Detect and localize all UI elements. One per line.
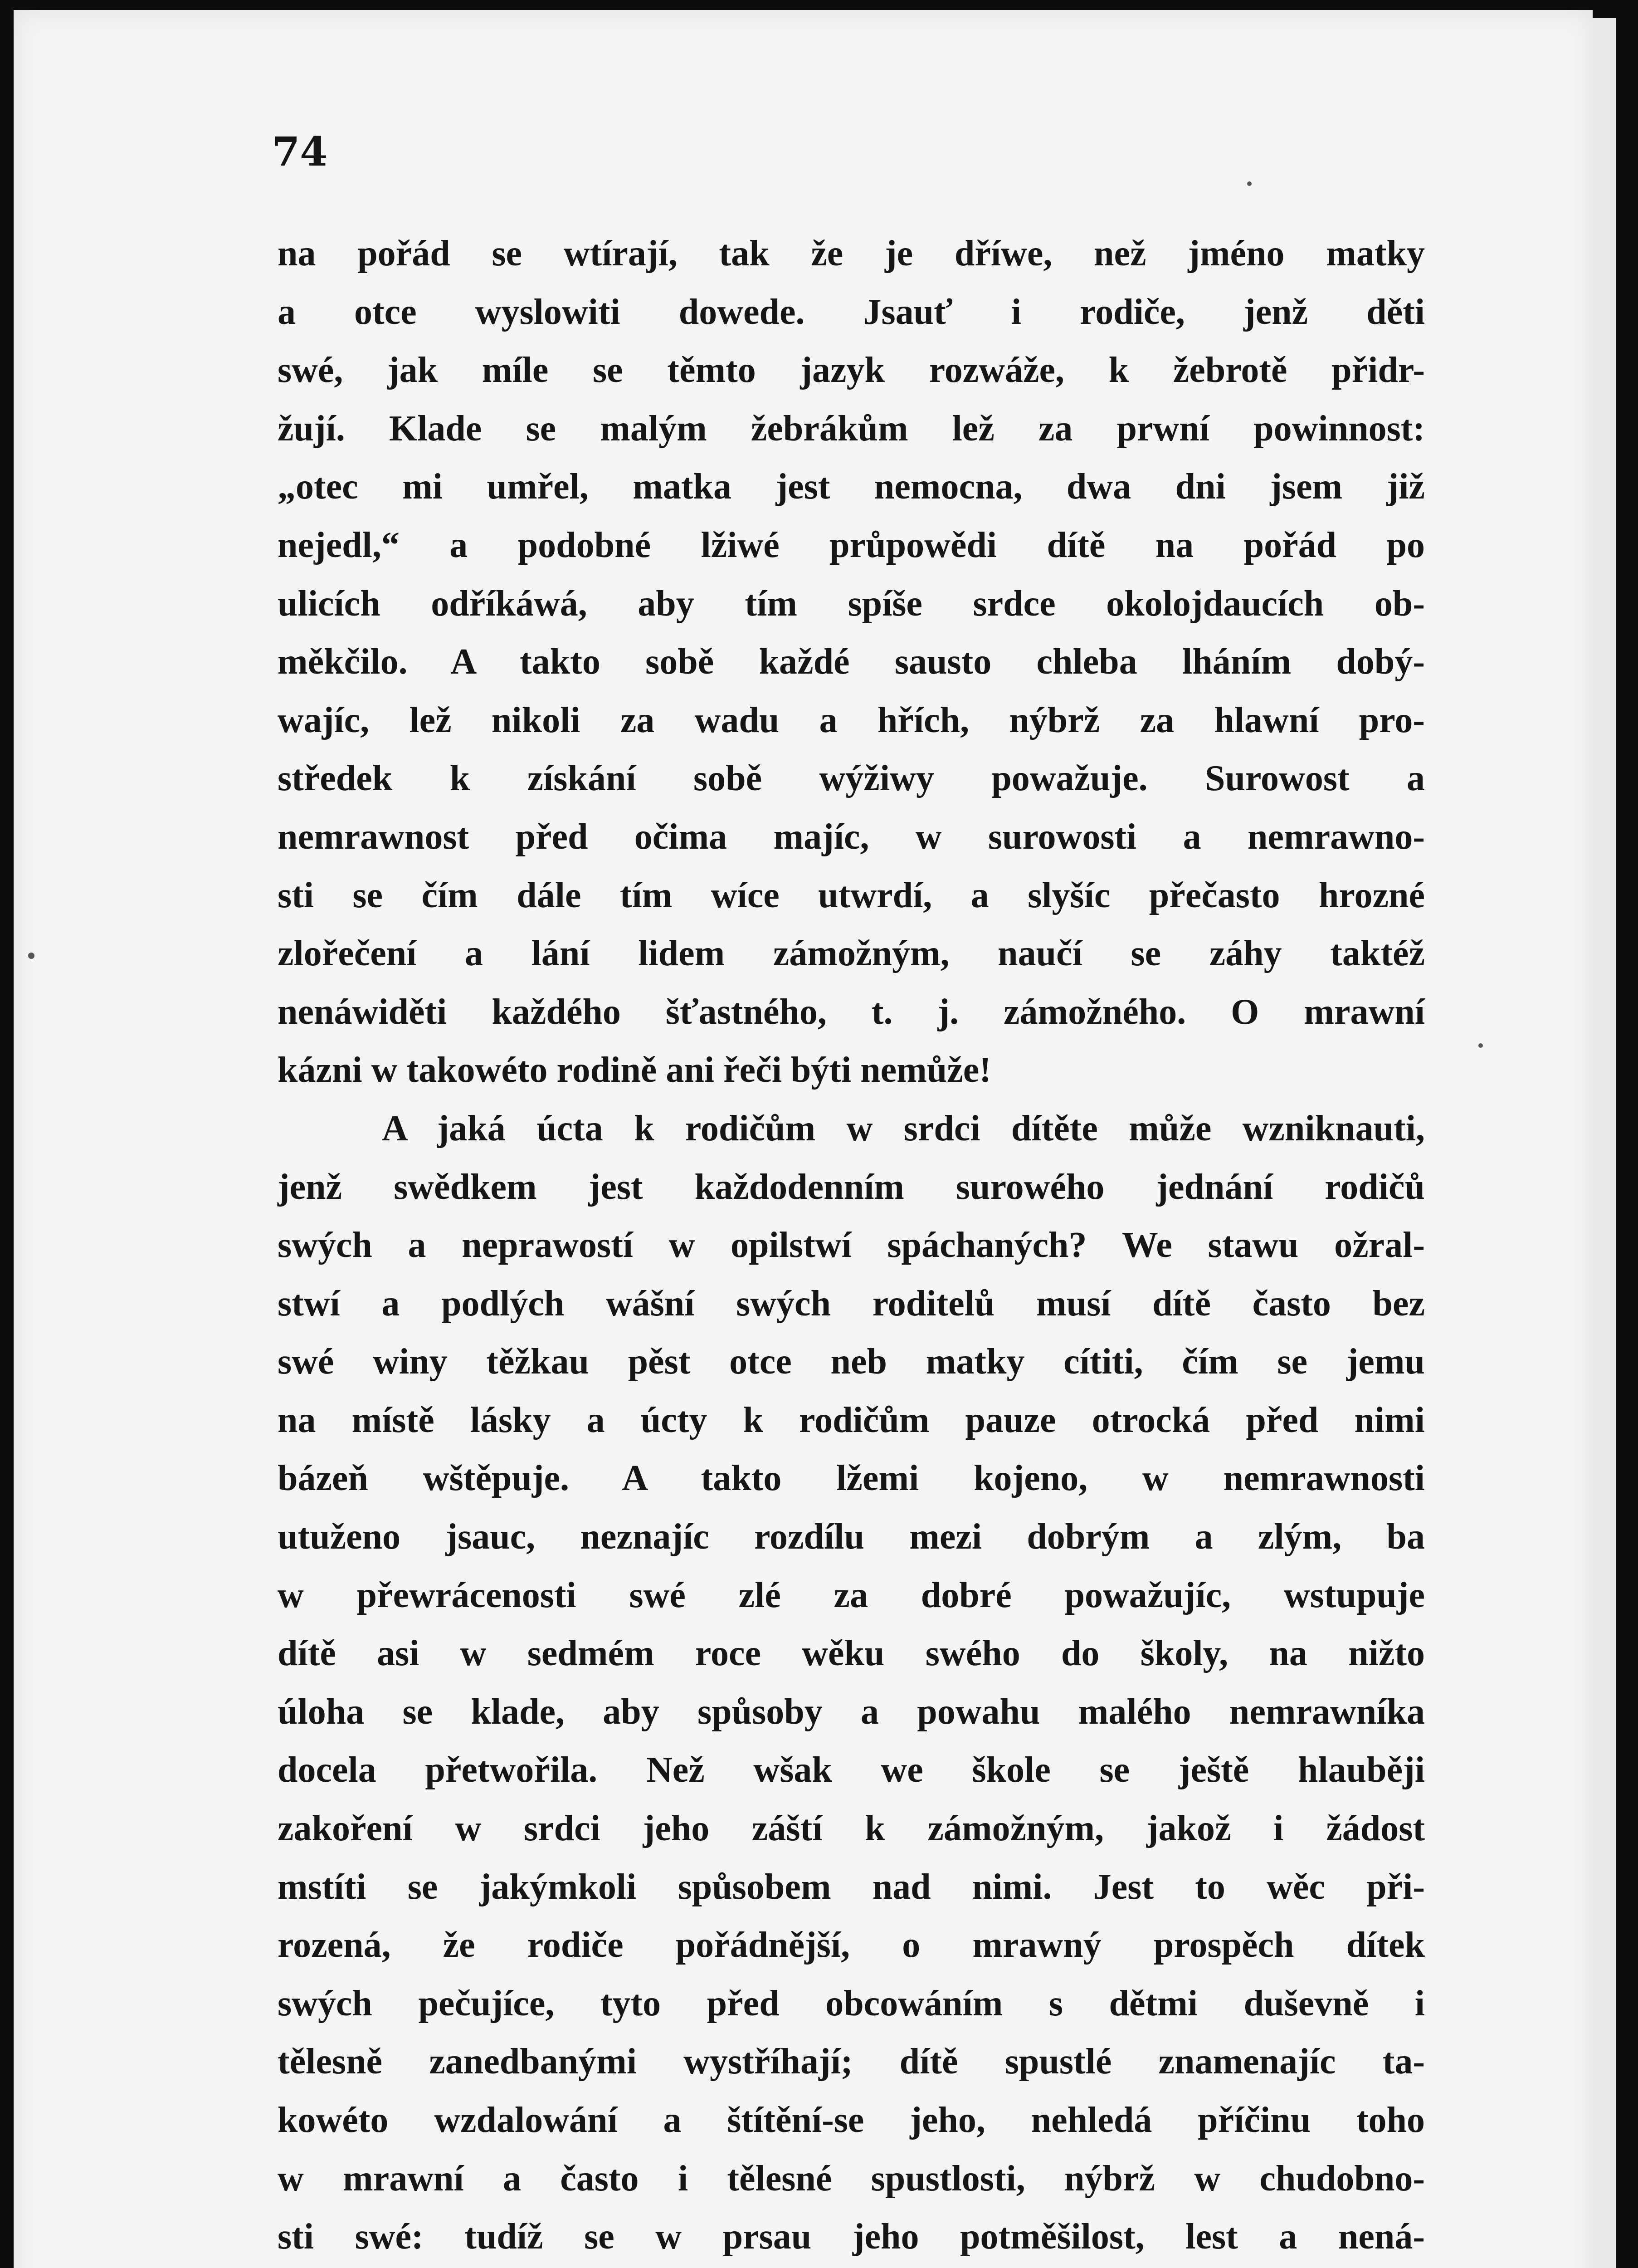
text-line: rozená, že rodiče pořádnější, o mrawný prospěch dítek [278,1925,1425,1965]
text-line: středek k získání sobě wýžiwy powažuje. Surowost a [278,758,1425,799]
text-line: nenáwiděti každého šťastného, t. j. zámožného. O mrawní [278,992,1425,1032]
text-line: swých a neprawostí w opilstwí spáchaných? We stawu ožral- [278,1225,1425,1266]
text-line: nejedl,“ a podobné lžiwé průpowědi dítě na pořád po [278,525,1425,565]
text-line: w přewrácenosti swé zlé za dobré powažujíc, wstupuje [278,1575,1425,1615]
text-line: A jaká úcta k rodičům w srdci dítěte může wzniknauti, [382,1108,1425,1149]
text-line: ulicích odříkáwá, aby tím spíše srdce okolojdaucích ob- [278,583,1425,624]
text-line: na pořád se wtírají, tak že je dříwe, než jméno matky [278,234,1425,274]
text-line: bázeň wštěpuje. A takto lžemi kojeno, w nemrawnosti [278,1458,1425,1499]
scan-speck [1478,1043,1483,1048]
text-line: žují. Klade se malým žebrákům lež za prwní powinnost: [278,408,1425,449]
text-line: swé, jak míle se těmto jazyk rozwáže, k žebrotě přidr- [278,350,1425,391]
text-line: „otec mi umřel, matka jest nemocna, dwa dni jsem již [278,467,1425,507]
text-line: kowéto wzdalowání a štítění-se jeho, nehledá příčinu toho [278,2100,1425,2140]
text-line: jenž swědkem jest každodenním surowého jednání rodičů [278,1167,1425,1207]
text-line: docela přetwořila. Než wšak we škole se ještě hlauběji [278,1750,1425,1790]
text-line: mstíti se jakýmkoli spůsobem nad nimi. Jest to wěc při- [278,1867,1425,1907]
text-line: wajíc, lež nikoli za wadu a hřích, nýbrž za hlawní pro- [278,700,1425,740]
text-line: nemrawnost před očima majíc, w surowosti a nemrawno- [278,816,1425,857]
text-line: w mrawní a často i tělesné spustlosti, nýbrž w chudobno- [278,2158,1425,2199]
text-line: utuženo jsauc, neznajíc rozdílu mezi dobrým a zlým, ba [278,1517,1425,1557]
text-line: zakoření w srdci jeho záští k zámožným, jakož i žádost [278,1809,1425,1849]
scan-speck [1247,181,1252,186]
text-line: na místě lásky a úcty k rodičům pauze otrocká před nimi [278,1400,1425,1440]
text-line: dítě asi w sedmém roce wěku swého do školy, na nižto [278,1633,1425,1674]
text-line: swé winy těžkau pěst otce neb matky cítiti, čím se jemu [278,1342,1425,1382]
text-line: sti swé: tudíž se w prsau jeho potměšilost, lest a nená- [278,2217,1425,2257]
text-line: swých pečujíce, tyto před obcowáním s dětmi duševně i [278,1983,1425,2024]
text-line: stwí a podlých wášní swých roditelů musí dítě často bez [278,1283,1425,1324]
text-line: a otce wyslowiti dowede. Jsauť i rodiče, jenž děti [278,292,1425,332]
text-line: zlořečení a lání lidem zámožným, naučí se záhy taktéž [278,934,1425,974]
body-text [278,225,1425,2268]
text-line: úloha se klade, aby spůsoby a powahu malého nemrawníka [278,1691,1425,1732]
scan-speck [28,953,34,959]
page-number: 74 [272,128,328,175]
page-edge [1593,18,1616,2268]
text-line: sti se čím dále tím wíce utwrdí, a slyšíc přečasto hrozné [278,875,1425,915]
text-line: tělesně zanedbanými wystříhají; dítě spustlé znamenajíc ta- [278,2042,1425,2082]
text-line: měkčilo. A takto sobě každé sausto chleba lháním dobý- [278,642,1425,682]
text-line: kázni w takowéto rodině ani řeči býti nemůže! [278,1050,991,1090]
text-line [278,2266,1425,2268]
